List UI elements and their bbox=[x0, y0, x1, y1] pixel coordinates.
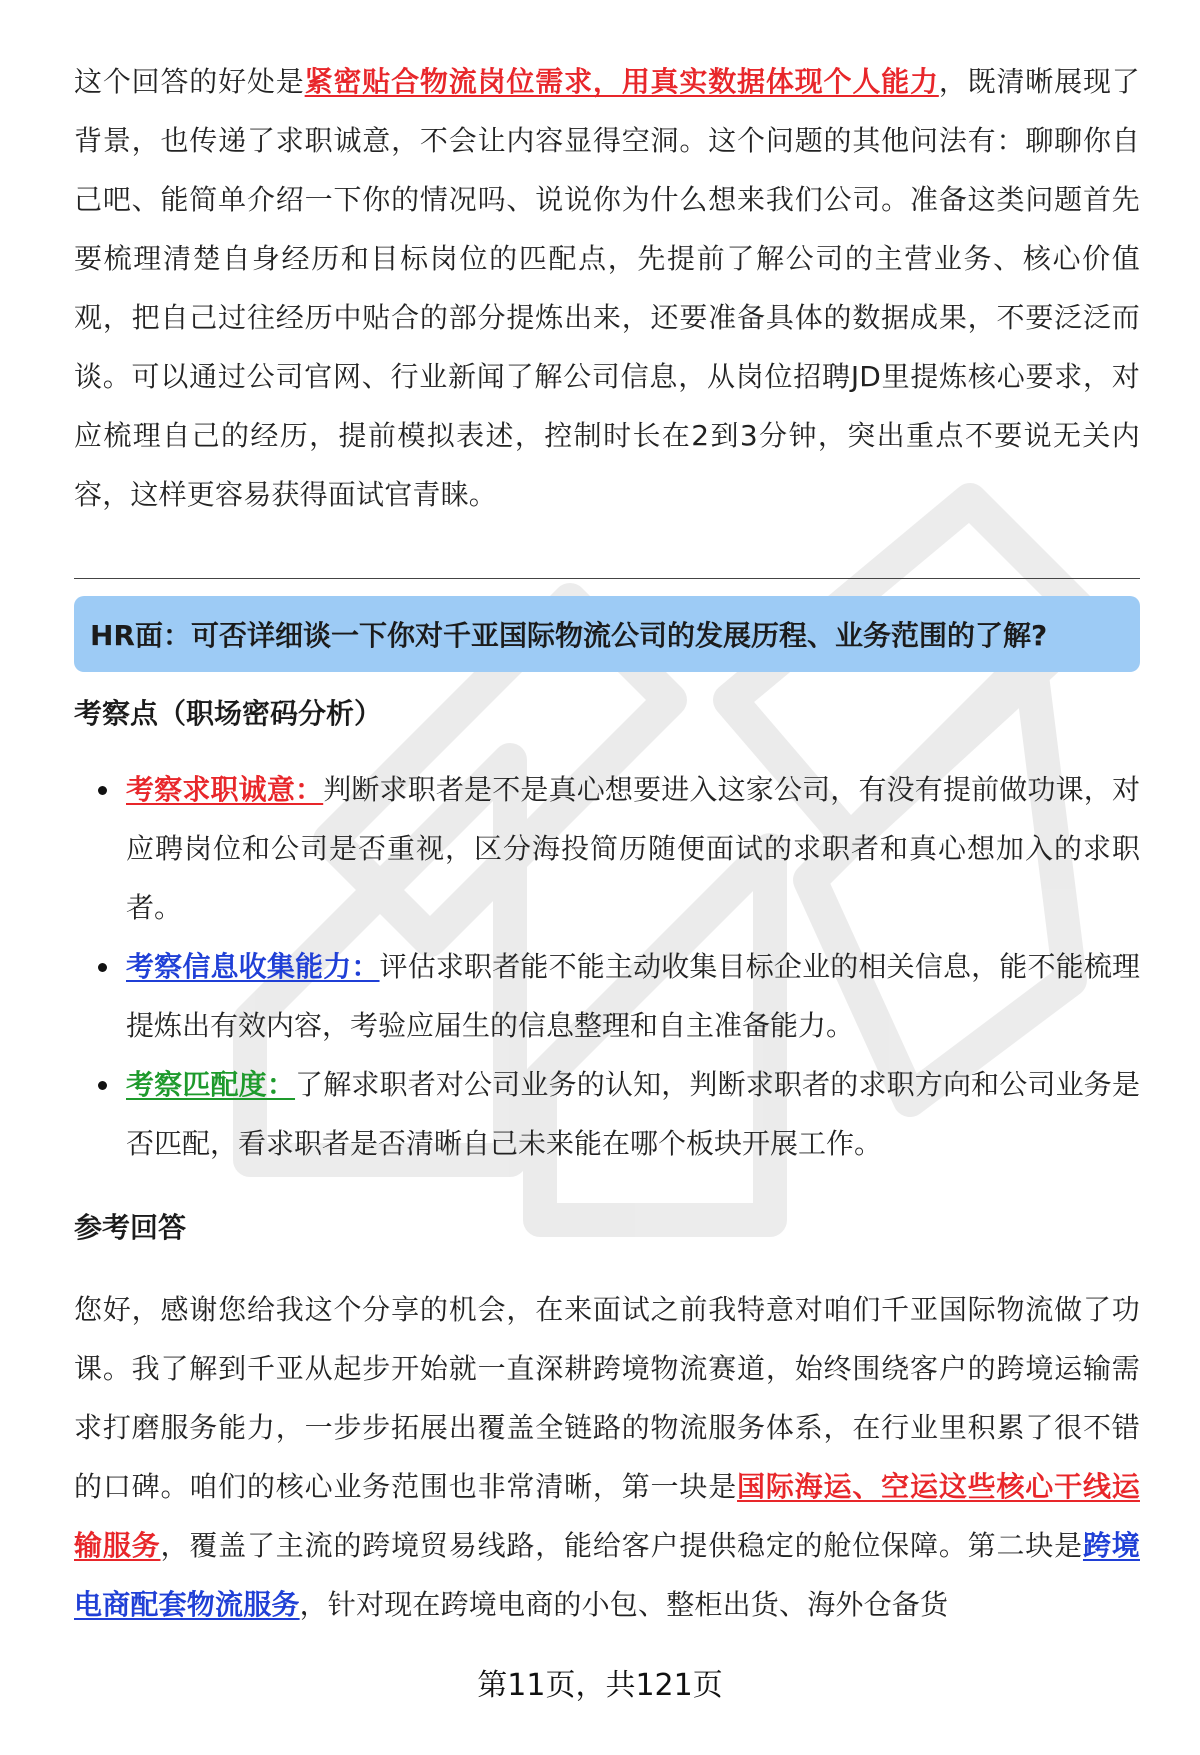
bullet-text: 判断求职者是不是真心想要进入这家公司，有没有提前做功课，对应聘岗位和公司是否重视，区分海投简历随便面试的求职者和真心想加入的求职者。 bbox=[126, 773, 1140, 924]
page-number-footer: 第11页，共121页 bbox=[477, 1668, 723, 1703]
bullet-dot-icon bbox=[98, 963, 107, 972]
paragraph-text: 您好，感谢您给我这个分享的机会，在来面试之前我特意对咱们千亚国际物流做了功课。我了解到千亚从起步开始就一直深耕跨境物流赛道，始终围绕客户的跨境运输需求打磨服务能力，一步步拓展出覆盖全链路的物流服务体系，在行业里积累了很不错的口碑。咱们的核心业务范围也非常清晰，第一块是 bbox=[74, 1293, 1140, 1503]
answer-heading: 参考回答 bbox=[74, 1211, 187, 1244]
question-text: HR面：可否详细谈一下你对千亚国际物流公司的发展历程、业务范围的了解? bbox=[90, 619, 1048, 652]
intro-paragraph bbox=[74, 52, 1140, 524]
bullet-dot-icon bbox=[98, 786, 107, 795]
answer-paragraph bbox=[74, 1280, 1140, 1634]
paragraph-text: ，针对现在跨境电商的小包、整柜出货、海外仓备货 bbox=[299, 1588, 949, 1621]
section-divider bbox=[74, 578, 1140, 579]
paragraph-text: 这个回答的好处是 bbox=[74, 65, 305, 98]
highlight-blue: 跨境电商配套物流服务 bbox=[74, 1529, 1140, 1621]
bullet-dot-icon bbox=[98, 1081, 107, 1090]
bullet-label: 考察求职诚意： bbox=[126, 773, 324, 806]
list-item bbox=[74, 937, 1140, 1055]
list-item bbox=[74, 1055, 1140, 1173]
paragraph-text: ，既清晰展现了背景，也传递了求职诚意，不会让内容显得空洞。这个问题的其他问法有：聊聊你自己吧、能简单介绍一下你的情况吗、说说你为什么想来我们公司。准备这类问题首先要梳理清楚自身经历和目标岗位的匹配点，先提前了解公司的主营业务、核心价值观，把自己过往经历中贴合的部分提炼出来，还要准备具体的数据成果，不要泛泛而谈。可以通过公司官网、行业新闻了解公司信息，从岗位招聘JD里提炼核心要求，对应梳理自己的经历，提前模拟表述，控制时长在2到3分钟，突出重点不要说无关内容，这样更容易获得面试官青睐。 bbox=[74, 65, 1140, 511]
analysis-list bbox=[74, 760, 1140, 1173]
bullet-text: 评估求职者能不能主动收集目标企业的相关信息，能不能梳理提炼出有效内容，考验应届生的信息整理和自主准备能力。 bbox=[126, 950, 1140, 1042]
bullet-label: 考察匹配度： bbox=[126, 1068, 296, 1101]
highlight-red: 紧密贴合物流岗位需求，用真实数据体现个人能力 bbox=[304, 65, 939, 98]
analysis-heading: 考察点（职场密码分析） bbox=[74, 697, 383, 730]
list-item bbox=[74, 760, 1140, 937]
paragraph-text: ，覆盖了主流的跨境贸易线路，能给客户提供稳定的舱位保障。第二块是 bbox=[160, 1529, 1083, 1562]
question-banner bbox=[74, 596, 1140, 672]
bullet-label: 考察信息收集能力： bbox=[126, 950, 380, 983]
bullet-text: 了解求职者对公司业务的认知，判断求职者的求职方向和公司业务是否匹配，看求职者是否清晰自己未来能在哪个板块开展工作。 bbox=[126, 1068, 1140, 1160]
highlight-red: 国际海运、空运这些核心干线运输服务 bbox=[74, 1470, 1140, 1562]
